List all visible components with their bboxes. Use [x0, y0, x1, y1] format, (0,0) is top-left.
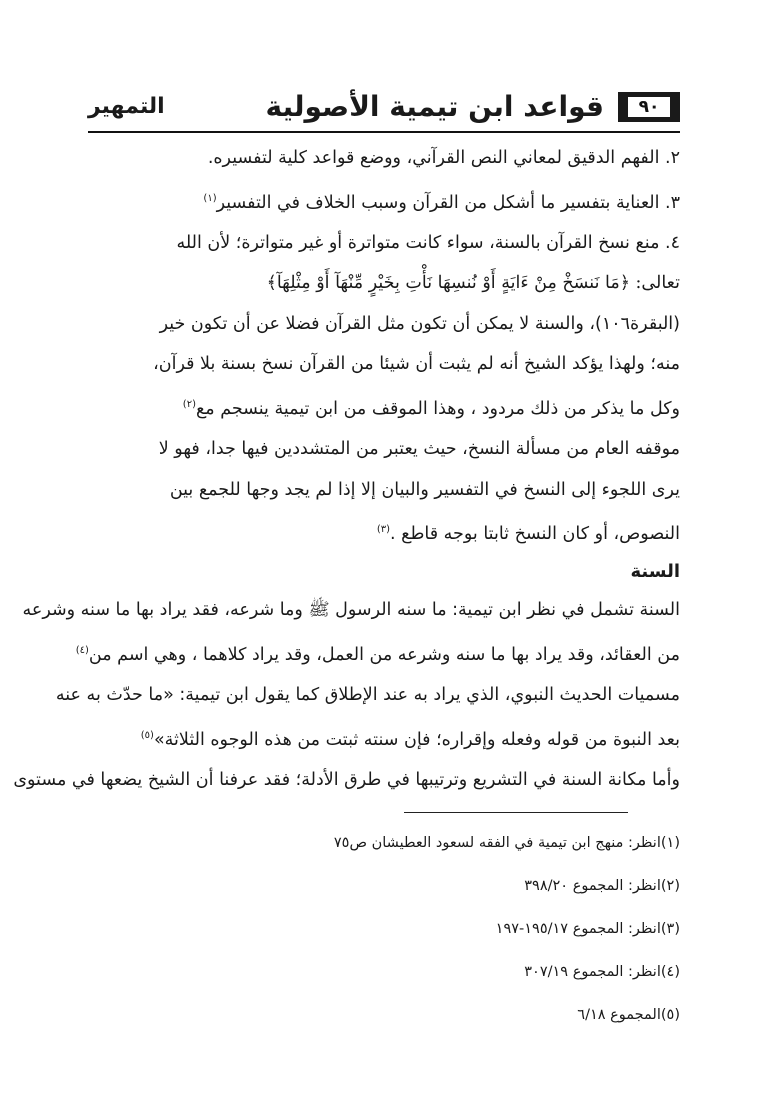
page-number: ٩٠ [628, 97, 670, 117]
section-line [75, 631, 680, 675]
page-header [88, 88, 680, 128]
body-line-text: النصوص، أو كان النسخ ثابتا بوجه قاطع . [390, 523, 680, 544]
body-line: منه؛ ولهذا يؤكد الشيخ أنه لم يثبت أن شيئا من القرآن نسخ بسنة بلا قرآن، [153, 354, 680, 375]
section-heading: السنة [630, 561, 680, 583]
body-line-text: ٣. العناية بتفسير ما أشكل من القرآن وسبب الخلاف في التفسير [216, 192, 680, 213]
footnotes [80, 822, 680, 1037]
quran-verse-line: تعالى: ﴿مَا نَنسَخْ مِنْ ءَايَةٍ أَوْ نُنسِهَا نَأْتِ بِخَيْرٍ مِّنْهَآ أَوْ مِثْلِهَآ﴾ [266, 273, 680, 294]
section-line: مسميات الحديث النبوي، الذي يراد به عند الإطلاق كما يقول ابن تيمية: «ما حدّث به عنه [55, 685, 680, 706]
body-line [80, 385, 680, 429]
footnote-ref: (٢) [182, 398, 196, 410]
footnote-separator [404, 812, 628, 813]
section-line-text: بعد النبوة من قوله وفعله وإقراره؛ فإن سنته ثبتت من هذه الوجوه الثلاثة» [153, 729, 680, 750]
body-line: ٢. الفهم الدقيق لمعاني النص القرآني، ووضع قواعد كلية لتفسيره. [207, 148, 680, 168]
footnote: (١)انظر: منهج ابن تيمية في الفقه لسعود العطيشان ص٧٥ [333, 835, 680, 851]
page-number-box [618, 92, 680, 122]
body-line [80, 179, 680, 223]
body-line: موقفه العام من مسألة النسخ، حيث يعتبر من المتشددين فيها جدا، فهو لا [158, 439, 680, 460]
section-line [80, 716, 680, 760]
footnote-ref: (٥) [140, 729, 154, 741]
header-rule [88, 131, 680, 133]
body-line: ٤. منع نسخ القرآن بالسنة، سواء كانت متواترة أو غير متواترة؛ لأن الله [176, 232, 680, 253]
body-line: (البقرة١٠٦)، والسنة لا يمكن أن تكون مثل القرآن فضلا عن أن تكون خير [159, 313, 680, 334]
journal-name: التمهير [88, 94, 165, 119]
section-line: وأما مكانة السنة في التشريع وترتيبها في طرق الأدلة؛ فقد عرفنا أن الشيخ يضعها في مستوى [13, 770, 680, 791]
section-line: السنة تشمل في نظر ابن تيمية: ما سنه الرسول ﷺ وما شرعه، فقد يراد بها ما سنه وشرعه [22, 600, 680, 621]
body-line-text: وكل ما يذكر من ذلك مردود ، وهذا الموقف من ابن تيمية ينسجم مع [195, 398, 680, 419]
body-line [80, 510, 680, 554]
footnote-ref: (٣) [376, 524, 391, 536]
footnote: (٥)المجموع ٦/١٨ [577, 1007, 680, 1023]
footnote: (٢)انظر: المجموع ٣٩٨/٢٠ [524, 878, 680, 894]
section-line-text: من العقائد، وقد يراد بها ما سنه وشرعه من العمل، وقد يراد كلاهما ، وهي اسم من [88, 644, 680, 665]
book-title: قواعد ابن تيمية الأصولية [265, 90, 604, 123]
footnote-ref: (١) [203, 192, 217, 204]
footnote: (٤)انظر: المجموع ٣٠٧/١٩ [524, 964, 680, 980]
footnote-ref: (٤) [75, 644, 89, 656]
footnote: (٣)انظر: المجموع ١٩٥/١٧-١٩٧ [495, 921, 680, 937]
body-line: يرى اللجوء إلى النسخ في التفسير والبيان إلا إذا لم يجد وجها للجمع بين [169, 479, 680, 500]
main-text [13, 138, 680, 801]
